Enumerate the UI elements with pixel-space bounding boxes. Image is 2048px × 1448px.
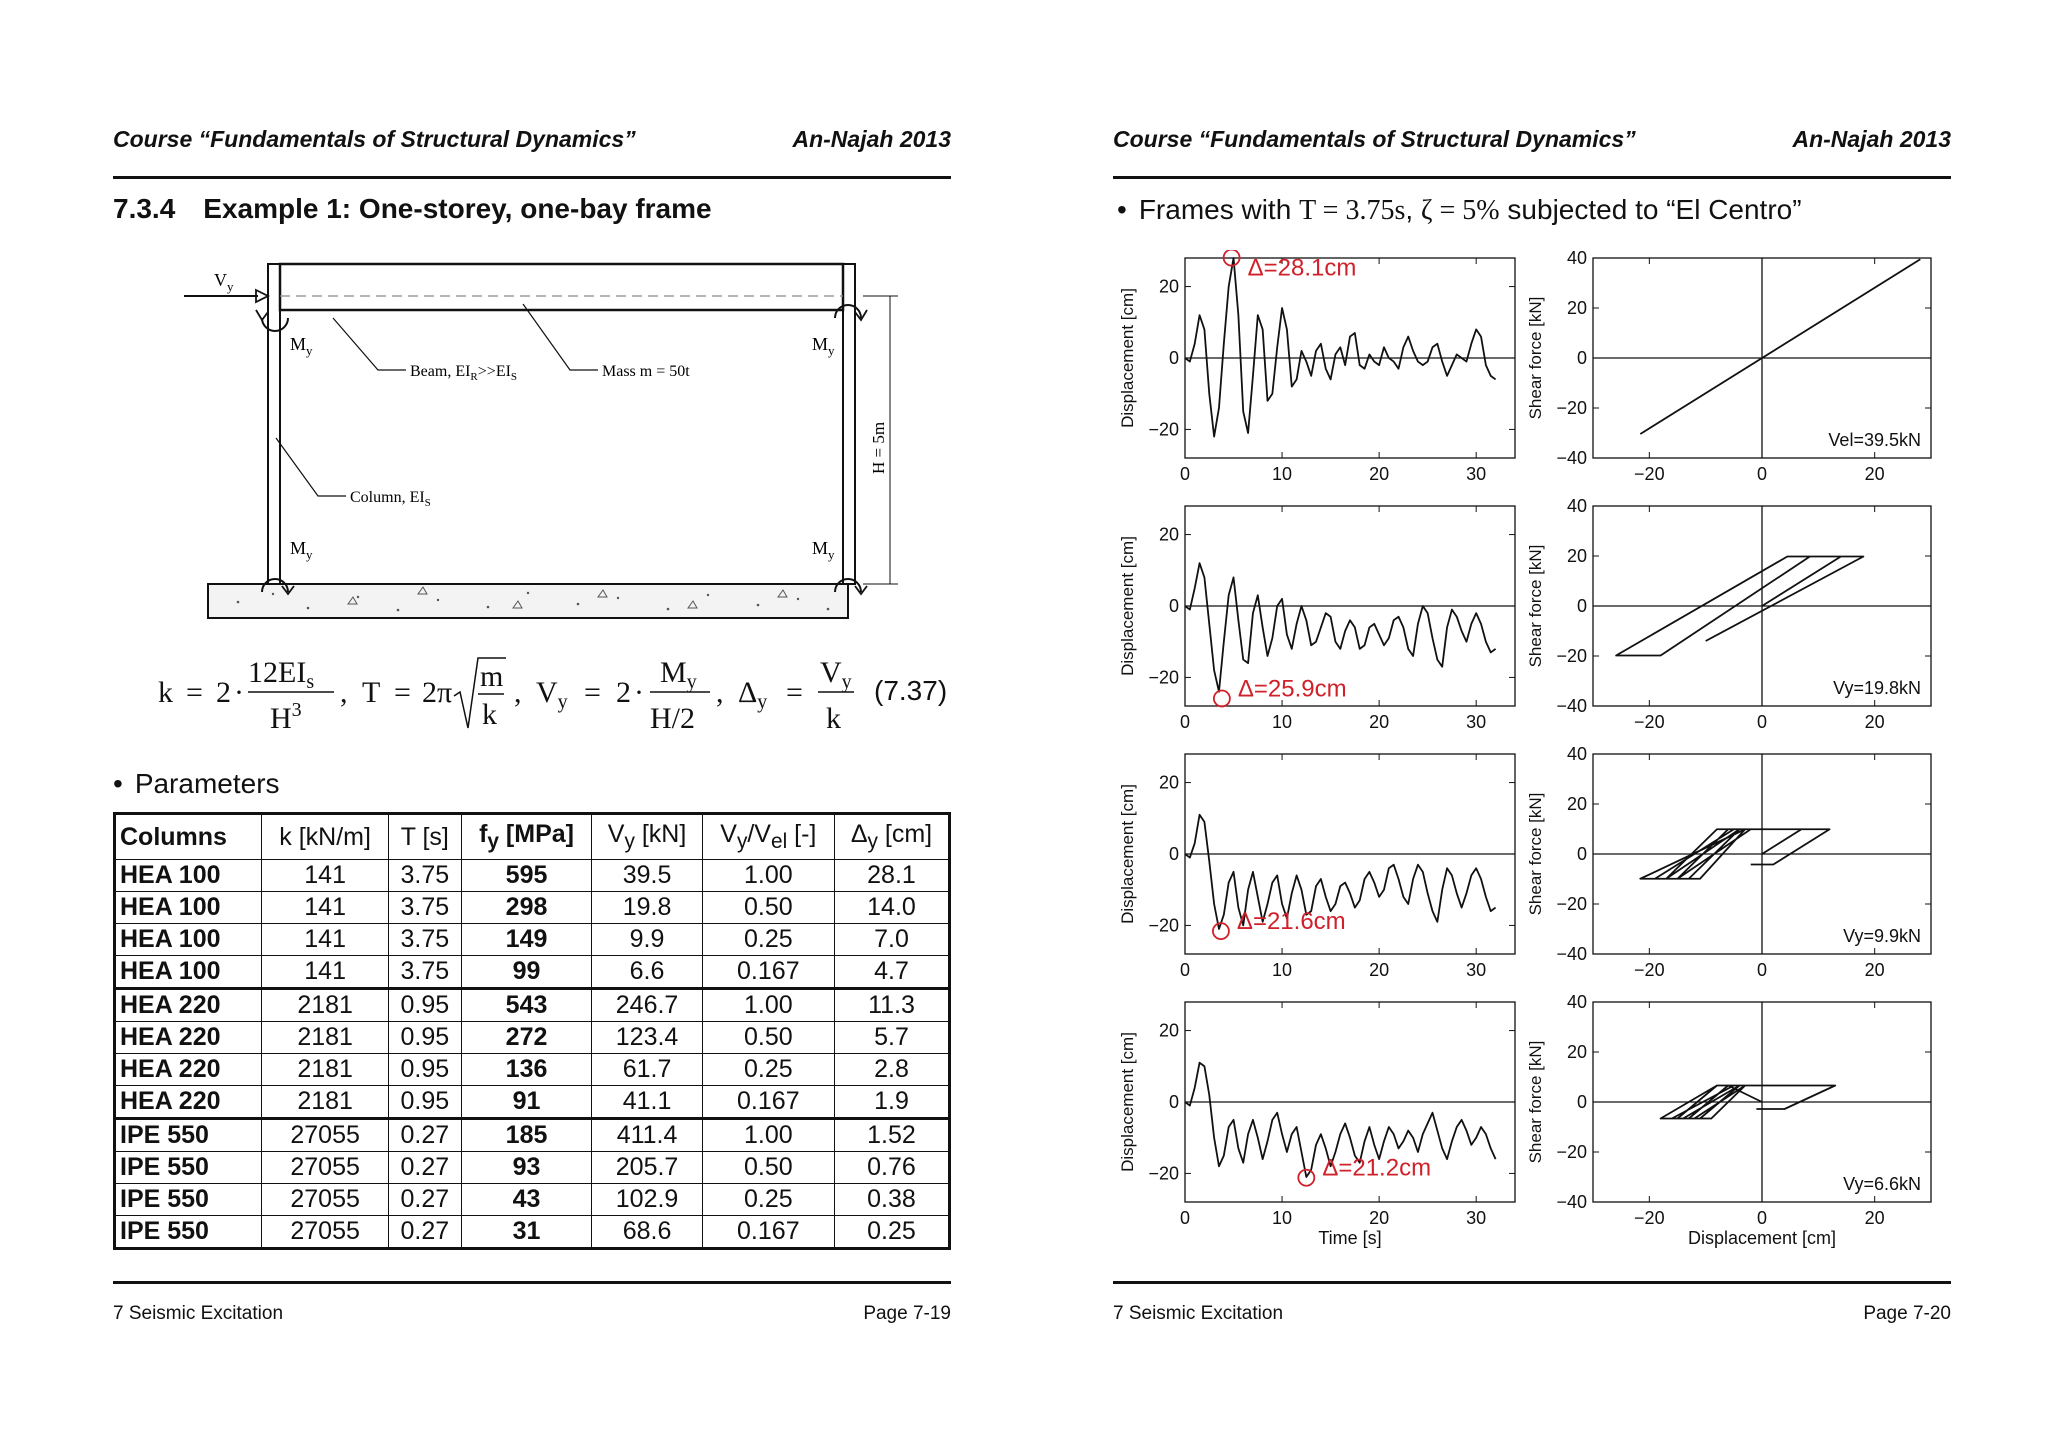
table-header-cell: Columns [115,814,262,860]
table-cell: 136 [461,1054,592,1086]
formula-k-numerator: $12EI_s$ [248,656,315,693]
table-row [115,892,950,924]
moment-arrowhead [256,310,268,320]
x-tick-label: 30 [1466,464,1487,484]
y-tick-label: 20 [1566,546,1587,566]
y-tick-label: −20 [1556,1142,1587,1162]
frames-bullet [1117,194,1802,227]
table-row [115,1184,950,1216]
x-tick-label: 0 [1756,960,1768,980]
my-label-bottom-right: $M_y$ [812,538,835,562]
table-cell: 3.75 [389,956,462,989]
table-cell: 27055 [262,1184,389,1216]
stiffness-formula [158,648,958,748]
formula-eq: = [584,676,601,709]
x-axis-label: Displacement [cm] [1687,1228,1837,1248]
x-tick-label: 20 [1369,960,1390,980]
y-tick-label: 0 [1168,596,1179,616]
formula-comma: , [716,676,724,709]
table-cell: 0.27 [389,1216,462,1249]
formula-delta-numerator: $V_y$ [820,656,852,693]
peak-annotation: Δ=28.1cm [1247,254,1357,282]
table-cell: 298 [461,892,592,924]
table-cell: HEA 100 [115,956,262,989]
x-tick-label: 30 [1466,712,1487,732]
equation-number: (7.37) [874,675,948,706]
table-cell: 0.27 [389,1152,462,1184]
formula-k-denominator: $H^3$ [270,699,302,735]
table-cell: 1.52 [835,1119,950,1152]
formula-vy-numerator: $M_y$ [660,656,697,693]
y-tick-label: −40 [1556,448,1587,468]
x-tick-label: −20 [1634,960,1665,980]
table-cell: 31 [461,1216,592,1249]
my-label-top-left: $M_y$ [290,334,313,358]
formula-two: 2 [616,676,631,709]
table-cell: 4.7 [835,956,950,989]
table-cell: 39.5 [592,860,702,892]
yield-force-label: Vy=19.8kN [1833,678,1921,698]
my-label-bottom-left: $M_y$ [290,538,313,562]
table-cell: 99 [461,956,592,989]
table-cell: 0.25 [835,1216,950,1249]
x-tick-label: −20 [1634,1208,1665,1228]
page-header [113,126,951,156]
frame-diagram [178,252,898,637]
x-axis-label: Time [s] [1318,1228,1382,1248]
x-tick-label: 0 [1756,464,1768,484]
beam [280,264,843,310]
right-column [843,264,855,584]
parameters-table [113,812,951,1250]
table-cell: 91 [461,1086,592,1119]
table-cell: 14.0 [835,892,950,924]
table-cell: 0.38 [835,1184,950,1216]
parameters-bullet [113,768,280,800]
table-cell: 0.95 [389,1086,462,1119]
table-cell: 1.9 [835,1086,950,1119]
section-number: 7.3.4 [113,193,176,224]
y-tick-label: 20 [1158,1020,1179,1041]
y-tick-label: 20 [1158,524,1179,545]
formula-delta: $\Delta_y$ [738,676,768,713]
formula-comma: , [514,676,522,709]
y-tick-label: 20 [1566,794,1587,814]
peak-annotation: Δ=21.2cm [1322,1154,1432,1182]
bullet-prefix: Frames with [1138,194,1292,225]
column-leader [276,438,346,496]
formula-k: k [158,676,173,709]
table-cell: HEA 220 [115,1054,262,1086]
table-row [115,1022,950,1054]
formula-dot: · [234,676,244,709]
table-cell: 2181 [262,1022,389,1054]
table-header-cell: $V_y$ [kN] [592,814,702,860]
y-axis-label: Displacement [cm] [1118,784,1137,924]
bullet-dot: • [1117,194,1127,225]
bullet-separator: , [1405,194,1414,225]
table-cell: 2181 [262,1054,389,1086]
x-tick-label: 10 [1272,464,1293,484]
y-axis-label: Shear force [kN] [1526,544,1545,668]
y-tick-label: 0 [1576,1092,1587,1112]
footer-chapter: 7 Seismic Excitation [113,1303,284,1324]
response-plots [1113,250,1951,1260]
table-cell: 27055 [262,1216,389,1249]
x-tick-label: 0 [1179,712,1191,732]
x-tick-label: 0 [1756,712,1768,732]
table-cell: 2181 [262,1086,389,1119]
left-page [113,0,951,1448]
bullet-damping: ζ = 5% [1420,195,1500,226]
formula-t-denominator: k [482,698,497,731]
formula-t-numerator: m [480,660,504,693]
formula-t: T [362,676,381,709]
x-tick-label: 30 [1466,960,1487,980]
table-cell: 272 [461,1022,592,1054]
mass-label: Mass m = 50t [602,363,690,380]
table-cell: 149 [461,924,592,956]
table-cell: 27055 [262,1152,389,1184]
y-tick-label: 0 [1168,1092,1179,1112]
x-tick-label: 0 [1756,1208,1768,1228]
table-cell: 5.7 [835,1022,950,1054]
y-tick-label: −40 [1556,696,1587,716]
y-tick-label: 20 [1566,1042,1587,1062]
section-heading [113,193,712,225]
y-axis-label: Shear force [kN] [1526,296,1545,420]
y-tick-label: 40 [1566,992,1587,1012]
table-cell: 141 [262,860,389,892]
section-title: Example 1: One-storey, one-bay frame [203,193,712,224]
table-cell: 141 [262,956,389,989]
table-header-cell: $V_y/V_{el}$ [-] [702,814,834,860]
table-cell: 141 [262,924,389,956]
table-cell: 61.7 [592,1054,702,1086]
table-cell: 7.0 [835,924,950,956]
y-tick-label: 40 [1566,250,1587,268]
y-axis-label: Shear force [kN] [1526,792,1545,916]
x-tick-label: 0 [1179,1208,1191,1228]
yield-force-label: Vy=6.6kN [1843,1174,1921,1194]
table-row [115,1086,950,1119]
x-tick-label: 20 [1864,712,1885,732]
table-cell: 411.4 [592,1119,702,1152]
table-cell: 0.95 [389,989,462,1022]
x-tick-label: 10 [1272,712,1293,732]
formula-vy: $V_y$ [536,676,568,713]
table-cell: IPE 550 [115,1152,262,1184]
table-cell: 1.00 [702,860,834,892]
table-row [115,1152,950,1184]
table-cell: 0.25 [702,1054,834,1086]
moment-arrow-top-left [262,318,288,331]
y-tick-label: 0 [1576,596,1587,616]
y-tick-label: −20 [1148,915,1179,936]
course-title: Course “Fundamentals of Structural Dynamics” [1113,126,1636,152]
x-tick-label: 10 [1272,960,1293,980]
table-cell: 102.9 [592,1184,702,1216]
table-cell: 0.167 [702,1086,834,1119]
height-label: H = 5m [869,421,888,474]
table-cell: 27055 [262,1119,389,1152]
y-tick-label: −40 [1556,944,1587,964]
vy-label: $V_y$ [214,270,234,294]
y-tick-label: 40 [1566,744,1587,764]
right-page [1113,0,1951,1448]
table-cell: 0.25 [702,1184,834,1216]
y-tick-label: 0 [1168,844,1179,864]
table-cell: 0.50 [702,1152,834,1184]
x-tick-label: −20 [1634,712,1665,732]
footer-page-number: Page 7-19 [863,1303,951,1324]
yield-force-label: Vy=9.9kN [1843,926,1921,946]
table-cell: IPE 550 [115,1216,262,1249]
table-cell: 11.3 [835,989,950,1022]
parameters-text: Parameters [134,768,280,799]
y-axis-label: Displacement [cm] [1118,1032,1137,1172]
bullet-suffix: subjected to “El Centro” [1507,194,1802,225]
table-row [115,989,950,1022]
y-tick-label: 20 [1158,276,1179,297]
table-cell: 0.167 [702,956,834,989]
y-tick-label: 20 [1158,772,1179,793]
table-cell: 0.27 [389,1119,462,1152]
table-cell: HEA 100 [115,892,262,924]
table-row [115,860,950,892]
table-header-row [115,814,950,860]
y-tick-label: −20 [1556,646,1587,666]
beam-label: Beam, $EI_R>>EI_S$ [410,363,518,383]
page-header [1113,126,1951,156]
table-cell: 0.50 [702,892,834,924]
table-cell: 0.167 [702,1216,834,1249]
table-cell: 41.1 [592,1086,702,1119]
table-cell: 543 [461,989,592,1022]
x-tick-label: 10 [1272,1208,1293,1228]
table-cell: 2.8 [835,1054,950,1086]
y-tick-label: 40 [1566,496,1587,516]
peak-annotation: Δ=21.6cm [1236,908,1346,936]
table-cell: 0.25 [702,924,834,956]
y-tick-label: −20 [1556,894,1587,914]
table-row [115,1054,950,1086]
yield-force-label: Vel=39.5kN [1828,430,1921,450]
left-column [268,264,280,584]
formula-eq: = [186,676,203,709]
table-body [115,860,950,1249]
x-tick-label: 20 [1864,1208,1885,1228]
table-cell: 28.1 [835,860,950,892]
table-cell: 6.6 [592,956,702,989]
table-cell: 68.6 [592,1216,702,1249]
table-cell: 141 [262,892,389,924]
foundation [208,584,848,618]
table-row [115,956,950,989]
table-cell: HEA 220 [115,989,262,1022]
x-tick-label: 0 [1179,960,1191,980]
table-cell: 3.75 [389,924,462,956]
footer-page-number: Page 7-20 [1863,1303,1951,1324]
y-tick-label: 0 [1576,348,1587,368]
table-header-cell: $f_y$ [MPa] [461,814,592,860]
table-cell: 2181 [262,989,389,1022]
header-rule [1113,176,1951,179]
table-cell: 0.95 [389,1054,462,1086]
table-cell: 1.00 [702,1119,834,1152]
my-label-top-right: $M_y$ [812,334,835,358]
x-tick-label: 20 [1864,960,1885,980]
y-tick-label: 0 [1576,844,1587,864]
y-tick-label: −40 [1556,1192,1587,1212]
formula-delta-denominator: k [826,702,841,735]
table-cell: IPE 550 [115,1184,262,1216]
bullet-period: T = 3.75s [1299,195,1406,226]
x-tick-label: 20 [1864,464,1885,484]
beam-leader [333,318,406,370]
x-tick-label: 20 [1369,1208,1390,1228]
course-year: An-Najah 2013 [792,126,951,152]
course-title: Course “Fundamentals of Structural Dynamics” [113,126,636,152]
bullet-dot: • [113,768,123,799]
x-tick-label: 0 [1179,464,1191,484]
formula-vy-denominator: H/2 [650,702,695,735]
table-cell: HEA 220 [115,1086,262,1119]
formula-eq: = [394,676,411,709]
table-cell: 3.75 [389,860,462,892]
table-cell: 0.76 [835,1152,950,1184]
table-cell: 0.50 [702,1022,834,1054]
table-row [115,1119,950,1152]
table-cell: 43 [461,1184,592,1216]
footer-chapter: 7 Seismic Excitation [1113,1303,1284,1324]
y-axis-label: Shear force [kN] [1526,1040,1545,1164]
mass-leader [523,304,598,370]
formula-comma: , [340,676,348,709]
table-cell: IPE 550 [115,1119,262,1152]
y-axis-label: Displacement [cm] [1118,288,1137,428]
formula-eq: = [786,676,803,709]
footer-rule [1113,1281,1951,1284]
y-tick-label: 20 [1566,298,1587,318]
formula-two-pi: 2π [422,676,453,709]
footer-rule [113,1281,951,1284]
table-cell: 19.8 [592,892,702,924]
table-cell: 3.75 [389,892,462,924]
table-row [115,1216,950,1249]
y-tick-label: −20 [1148,419,1179,440]
table-cell: 93 [461,1152,592,1184]
table-cell: 185 [461,1119,592,1152]
y-axis-label: Displacement [cm] [1118,536,1137,676]
table-cell: 123.4 [592,1022,702,1054]
header-rule [113,176,951,179]
table-cell: 595 [461,860,592,892]
course-year: An-Najah 2013 [1792,126,1951,152]
y-tick-label: −20 [1148,1163,1179,1184]
formula-two: 2 [216,676,231,709]
peak-annotation: Δ=25.9cm [1237,675,1347,703]
table-cell: 1.00 [702,989,834,1022]
table-header-cell: k [kN/m] [262,814,389,860]
table-cell: 246.7 [592,989,702,1022]
y-tick-label: −20 [1148,667,1179,688]
table-header-cell: T [s] [389,814,462,860]
table-cell: 0.95 [389,1022,462,1054]
y-tick-label: −20 [1556,398,1587,418]
table-cell: HEA 220 [115,1022,262,1054]
table-cell: HEA 100 [115,860,262,892]
table-row [115,924,950,956]
table-cell: 9.9 [592,924,702,956]
table-cell: HEA 100 [115,924,262,956]
x-tick-label: 20 [1369,464,1390,484]
x-tick-label: −20 [1634,464,1665,484]
column-label: Column, $EI_S$ [350,489,431,509]
formula-dot: · [634,676,644,709]
x-tick-label: 30 [1466,1208,1487,1228]
table-header-cell: $\Delta_y$ [cm] [835,814,950,860]
y-tick-label: 0 [1168,348,1179,368]
x-tick-label: 20 [1369,712,1390,732]
table-cell: 0.27 [389,1184,462,1216]
table-cell: 205.7 [592,1152,702,1184]
